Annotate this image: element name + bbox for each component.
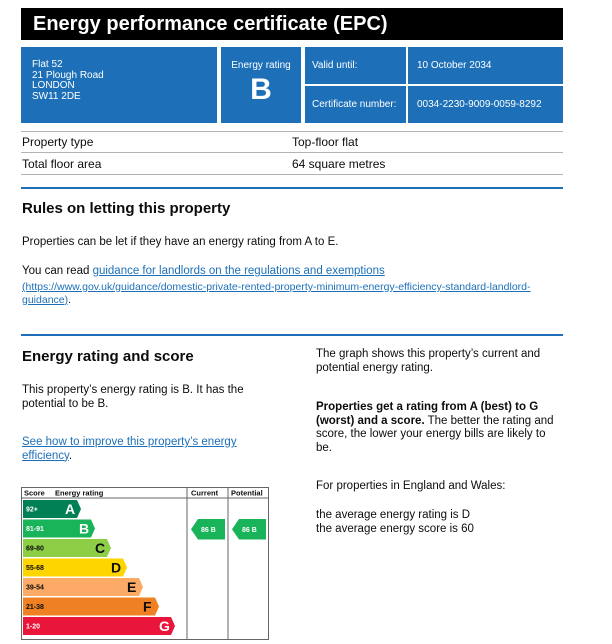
band-g [23,617,175,635]
average-rating: the average energy rating is D [316,509,471,521]
chart-header-score: Score [24,488,45,498]
band-score-label: 21-38 [26,604,44,611]
potential-rating-marker-label: 86 B [242,526,257,534]
band-score-label: 1-20 [26,623,41,631]
band-letter-label: B [79,520,90,537]
chart-bands [23,500,175,635]
band-letter-label: F [143,598,152,615]
address-line: LONDON [32,80,75,91]
guidance-url-link-end[interactable]: guidance) [22,293,69,306]
property-address [21,47,217,123]
band-score-label: 55-68 [26,565,44,572]
guidance-url [22,281,567,306]
band-letter-label: C [95,540,106,556]
certificate-number-value: 0034-2230-9009-0059-8292 [408,86,563,123]
rating-explanation-bold: Properties get a rating from A (best) to G (worst) and a score. [316,401,539,427]
address-line: 21 Plough Road [32,69,104,81]
certificate-number-label: Certificate number: [305,86,406,123]
energy-rating-label: Energy rating [231,60,291,71]
guidance-url-suffix: . [68,293,72,306]
england-wales-label: For properties in England and Wales: [316,480,506,492]
section-divider [21,334,563,336]
letting-paragraph: Properties can be let if they have an energy rating from A to E. [22,236,339,248]
band-letter-label: A [65,501,76,517]
property-type-label: Property type [22,135,94,149]
chart-header-rating: Energy rating [55,488,104,498]
section-divider [21,187,563,189]
divider [21,152,563,153]
property-type-value: Top-floor flat [292,135,359,149]
address-line: SW11 2DE [32,90,81,102]
graph-description: The graph shows this property’s current and potential energy rating. [316,348,541,374]
address-line: Flat 52 [32,59,63,70]
page-title: Energy performance certificate (EPC) [21,8,563,40]
band-letter-label: D [111,559,122,576]
chart-header-current: Current [191,488,219,498]
average-score: the average energy score is 60 [316,523,474,535]
improve-link[interactable]: See how to improve this property’s energy efficiency [22,436,237,462]
divider [21,174,563,175]
divider [21,131,563,132]
letting-guidance-paragraph [22,265,562,279]
score-heading: Energy rating and score [22,348,194,365]
valid-until-label: Valid until: [305,47,406,84]
chart-header-potential: Potential [231,488,263,498]
band-letter-label: E [127,579,137,595]
letting-heading: Rules on letting this property [22,200,231,217]
guidance-link[interactable]: guidance for landlords on the regulations and exemptions [92,265,385,277]
score-paragraph: This property’s energy rating is B. It has the potential to be B. [22,384,244,410]
guidance-prefix: You can read [22,265,93,277]
rating-explanation-rest: The better the rating and score, the lower your energy bills are likely to be. [316,414,554,454]
floor-area-value: 64 square metres [292,157,386,171]
improve-paragraph [22,436,262,463]
guidance-url-link[interactable]: (https://www.gov.uk/guidance/domestic-private-rented-property-minimum-energy-efficiency-standard-landlord- [22,281,531,293]
band-score-label: 92+ [26,506,38,514]
current-rating-marker-label: 86 B [201,526,216,534]
band-score-label: 81-91 [26,526,44,533]
band-score-label: 39-54 [26,584,44,592]
rating-explanation [316,401,561,455]
energy-rating-letter: B [250,73,272,106]
energy-rating-chart [21,487,269,640]
improve-suffix: . [68,449,73,462]
floor-area-label: Total floor area [22,157,102,171]
valid-until-value: 10 October 2034 [408,47,563,84]
band-score-label: 69-80 [26,545,44,553]
energy-rating-box [221,47,301,123]
band-letter-label: G [159,618,170,634]
